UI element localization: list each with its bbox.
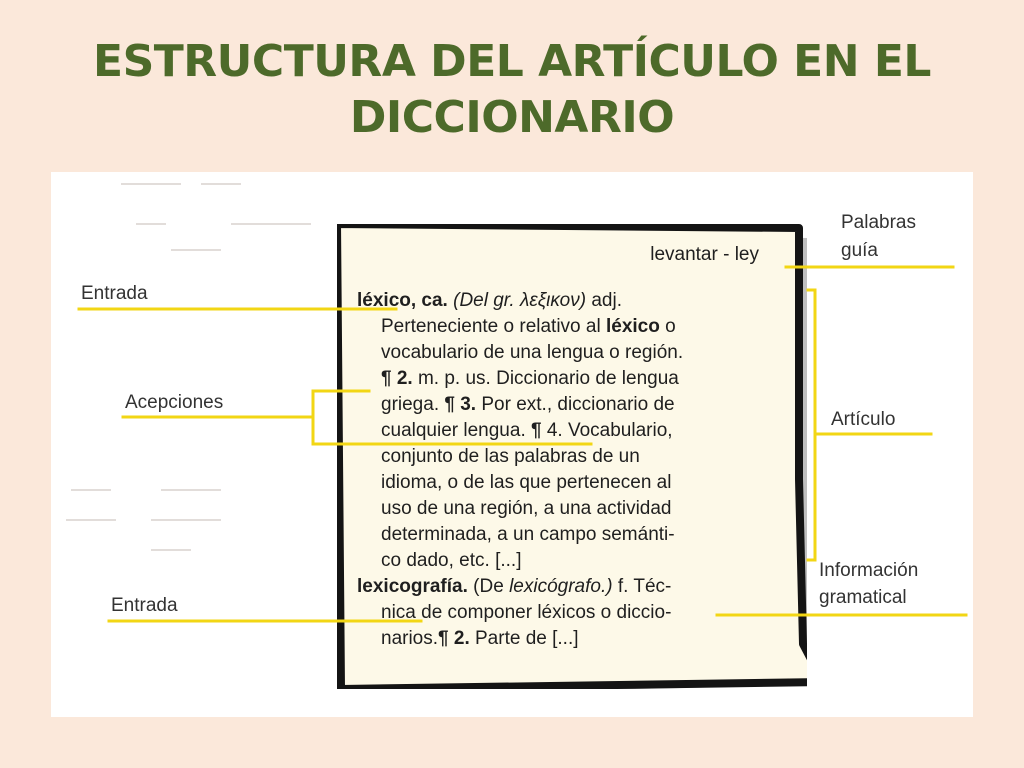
sense-number: ¶ 2.: [381, 368, 413, 389]
headword: léxico, ca.: [357, 290, 448, 311]
article-line: determinada, a un campo semánti-: [381, 524, 675, 545]
slide-title-line2: DICCIONARIO: [349, 92, 675, 143]
text-run: m. p. us. Diccionario de lengua: [412, 368, 679, 389]
label-informacion-gramatical-1: Información: [819, 560, 919, 581]
label-entrada-top: Entrada: [81, 283, 148, 304]
article-line: nica de componer léxicos o diccio-: [381, 602, 672, 623]
guide-words: levantar - ley: [650, 244, 759, 265]
label-acepciones: Acepciones: [125, 392, 224, 413]
grammatical-category-2: f. Téc-: [612, 576, 672, 597]
bracket-acepciones: [313, 391, 591, 444]
article-line: vocabulario de una lengua o región.: [381, 342, 684, 363]
label-entrada-bottom: Entrada: [111, 595, 178, 616]
text-run: o: [659, 316, 676, 337]
headword-2: lexicografía.: [357, 576, 468, 597]
dictionary-figure: [51, 172, 973, 717]
etymology-2: lexicógrafo.): [509, 576, 613, 597]
label-articulo: Artículo: [831, 409, 896, 430]
grammatical-category: adj.: [591, 290, 622, 311]
text-run: cualquier lengua.: [381, 420, 531, 441]
text-run: Por ext., diccionario de: [476, 394, 675, 415]
etymology: (Del gr. λεξικον): [453, 290, 587, 311]
text-run: narios.: [381, 628, 439, 649]
article-line: conjunto de las palabras de un: [381, 446, 640, 467]
slide-title: [0, 34, 1024, 146]
sense-number: ¶ 2.: [438, 628, 470, 649]
text-run: 4. Vocabulario,: [541, 420, 673, 441]
label-palabras-guia-1: Palabras: [841, 212, 916, 233]
sense-number: ¶ 3.: [444, 394, 477, 415]
leader-lines: [51, 172, 973, 717]
article-line: idioma, o de las que pertenecen al: [381, 472, 672, 493]
text-run: (De: [467, 576, 510, 597]
label-informacion-gramatical-2: gramatical: [819, 587, 907, 608]
article-line: co dado, etc. [...]: [381, 550, 522, 571]
slide-title-line1: ESTRUCTURA DEL ARTÍCULO EN EL: [93, 36, 931, 87]
article-line: uso de una región, a una actividad: [381, 498, 672, 519]
sense-number: ¶: [531, 420, 542, 441]
text-run-bold: léxico: [605, 316, 660, 337]
bracket-articulo: [808, 290, 815, 560]
text-run: griega.: [381, 394, 445, 415]
text-run: Perteneciente o relativo al: [381, 316, 606, 337]
text-run: Parte de [...]: [469, 628, 579, 649]
label-palabras-guia-2: guía: [841, 240, 878, 261]
